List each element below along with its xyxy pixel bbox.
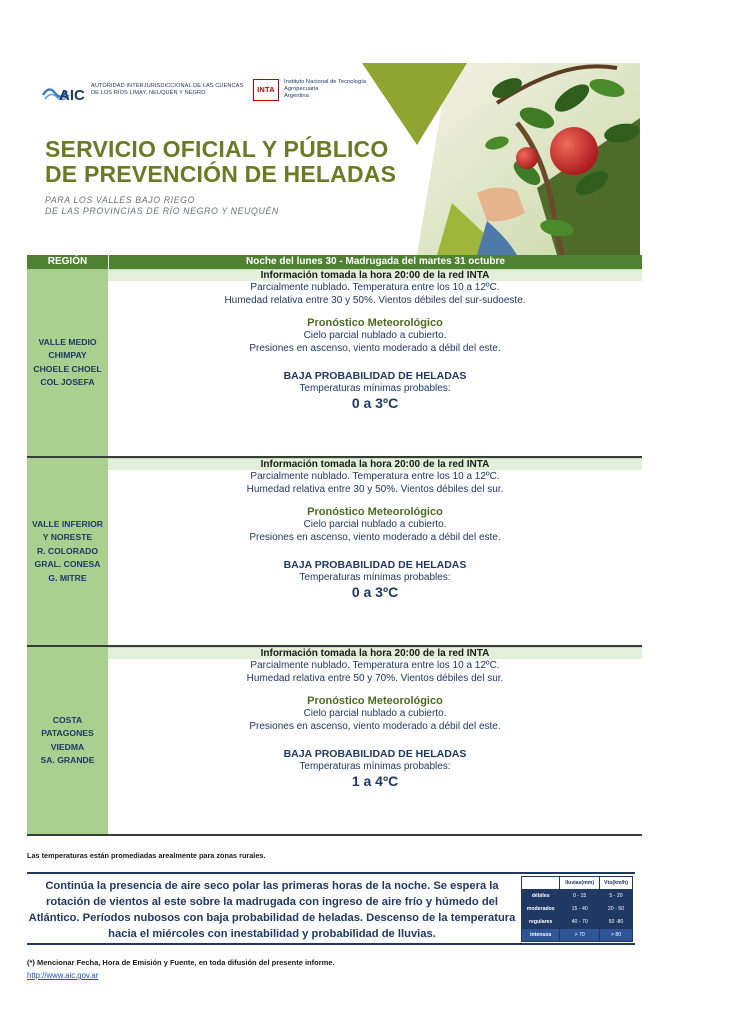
frost-risk: BAJA PROBABILIDAD DE HELADAS xyxy=(283,559,467,571)
region-row-costa xyxy=(27,647,642,836)
info-source: Información tomada la hora 20:00 de la red INTA xyxy=(108,647,642,659)
forecast-title: Pronóstico Meteorológico xyxy=(307,506,443,518)
region-row-valle-medio xyxy=(27,269,642,458)
legend-row: moderados 15 - 40 20 - 50 xyxy=(522,903,633,916)
aic-website-link[interactable]: http://www.aic.gov.ar xyxy=(27,971,99,980)
legend-row: regulares 40 - 70 50 -80 xyxy=(522,916,633,929)
region-name: Y NORESTE xyxy=(42,532,93,543)
observation-line: Parcialmente nublado. Temperatura entre los 10 a 12ºC. xyxy=(250,282,500,293)
region-name: SA. GRANDE xyxy=(40,755,95,765)
forecast-table xyxy=(27,255,642,836)
region-info-cell xyxy=(108,269,642,456)
min-temp-value: 0 a 3ºC xyxy=(351,584,399,600)
forecast-line: Presiones en ascenso, viento moderado a débil del este. xyxy=(249,531,501,543)
forecast-line: Presiones en ascenso, viento moderado a débil del este. xyxy=(249,342,501,354)
inta-org-name: Instituto Nacional de Tecnología Agropecuaria Argentina xyxy=(284,79,367,99)
region-name: CHOELE CHOEL xyxy=(33,363,102,374)
aic-logo xyxy=(41,79,251,107)
legend-header-rain: lluvias(mm) xyxy=(560,877,600,890)
observation-line: Parcialmente nublado. Temperatura entre los 10 a 12ºC. xyxy=(250,660,500,671)
region-info-cell xyxy=(108,647,642,834)
min-temp-label: Temperaturas mínimas probables: xyxy=(299,572,451,583)
forecast-line: Presiones en ascenso, viento moderado a débil del este. xyxy=(249,720,501,732)
page-title: SERVICIO OFICIAL Y PÚBLICO DE PREVENCIÓN DE HELADAS xyxy=(45,136,397,187)
region-name: COSTA xyxy=(52,714,83,725)
column-header-night: Noche del lunes 30 - Madrugada del martes 31 octubre xyxy=(108,255,642,269)
forecast-line: Cielo parcial nublado a cubierto. xyxy=(303,708,447,719)
region-name: R. COLORADO xyxy=(36,545,99,556)
forecast-line: Cielo parcial nublado a cubierto. xyxy=(303,330,447,341)
info-source: Información tomada la hora 20:00 de la red INTA xyxy=(108,458,642,470)
attribution-note: (*) Mencionar Fecha, Hora de Emisión y Fuente, en toda difusión del presente informe. xyxy=(27,958,335,967)
header-banner xyxy=(27,63,640,255)
legend-corner xyxy=(522,877,560,890)
region-name-cell xyxy=(27,458,108,645)
region-name: CHIMPAY xyxy=(48,350,87,360)
inta-logo xyxy=(253,77,373,111)
legend-header-wind: Vto(km/h) xyxy=(599,877,632,890)
apple-tree-photo xyxy=(357,63,640,255)
observation-line: Humedad relativa entre 30 y 50%. Vientos débiles del sur. xyxy=(246,484,504,495)
region-name: G. MITRE xyxy=(48,572,87,583)
observation-line: Parcialmente nublado. Temperatura entre los 10 a 12ºC. xyxy=(250,471,500,482)
region-name-cell xyxy=(27,647,108,834)
rural-average-note: Las temperaturas están promediadas arealmente para zonas rurales. xyxy=(27,851,266,860)
region-name: VALLE INFERIOR xyxy=(32,518,103,529)
svg-text:AIC: AIC xyxy=(59,87,85,104)
intensity-legend xyxy=(521,876,633,942)
region-name: PATAGONES xyxy=(41,728,94,738)
min-temp-label: Temperaturas mínimas probables: xyxy=(299,383,451,394)
min-temp-value: 1 a 4ºC xyxy=(351,773,399,789)
frost-risk: BAJA PROBABILIDAD DE HELADAS xyxy=(283,748,467,760)
region-name: COL JOSEFA xyxy=(40,377,95,387)
legend-row: intensos > 70 > 80 xyxy=(522,929,633,942)
page-subtitle: PARA LOS VALLES BAJO RIEGO DE LAS PROVINCIAS DE RÍO NEGRO Y NEUQUÉN xyxy=(45,195,279,216)
region-name-cell xyxy=(27,269,108,456)
observation-line: Humedad relativa entre 50 y 70%. Vientos débiles del sur. xyxy=(246,673,504,684)
aic-wave-icon xyxy=(41,79,91,105)
legend-row: débiles 0 - 15 5 - 20 xyxy=(522,890,633,903)
inta-logo-mark: INTA xyxy=(253,79,279,101)
region-name: GRAL. CONESA xyxy=(34,559,101,570)
region-name: VALLE MEDIO xyxy=(38,336,97,347)
observation-line: Humedad relativa entre 30 y 50%. Vientos débiles del sur-sudoeste. xyxy=(224,295,526,306)
region-name: VIEDMA xyxy=(50,741,85,752)
info-source: Información tomada la hora 20:00 de la red INTA xyxy=(108,269,642,281)
aic-org-name: AUTORIDAD INTERJURISDICCIONAL DE LAS CUENCAS DE LOS RÍOS LIMAY, NEUQUÉN Y NEGRO xyxy=(91,83,244,96)
region-info-cell xyxy=(108,458,642,645)
region-row-valle-inferior xyxy=(27,458,642,647)
forecast-line: Cielo parcial nublado a cubierto. xyxy=(303,519,447,530)
summary-box xyxy=(27,872,635,945)
column-header-region: REGIÓN xyxy=(47,256,88,267)
forecast-title: Pronóstico Meteorológico xyxy=(307,317,443,329)
table-header xyxy=(27,255,642,269)
summary-text: Continúa la presencia de aire seco polar las primeras horas de la noche. Se espera la rotación de vientos al este sobre la madrugada con ingreso de aire frío y húmedo del Atlántico. Períodos nubosos con baja probabilidad de heladas. Descenso de la temperatura hacia el miércoles con inestabilidad y probabilidad de lluvias. xyxy=(28,880,516,940)
frost-risk: BAJA PROBABILIDAD DE HELADAS xyxy=(283,370,467,382)
min-temp-value: 0 a 3ºC xyxy=(351,395,399,411)
min-temp-label: Temperaturas mínimas probables: xyxy=(299,761,451,772)
forecast-title: Pronóstico Meteorológico xyxy=(307,695,443,707)
